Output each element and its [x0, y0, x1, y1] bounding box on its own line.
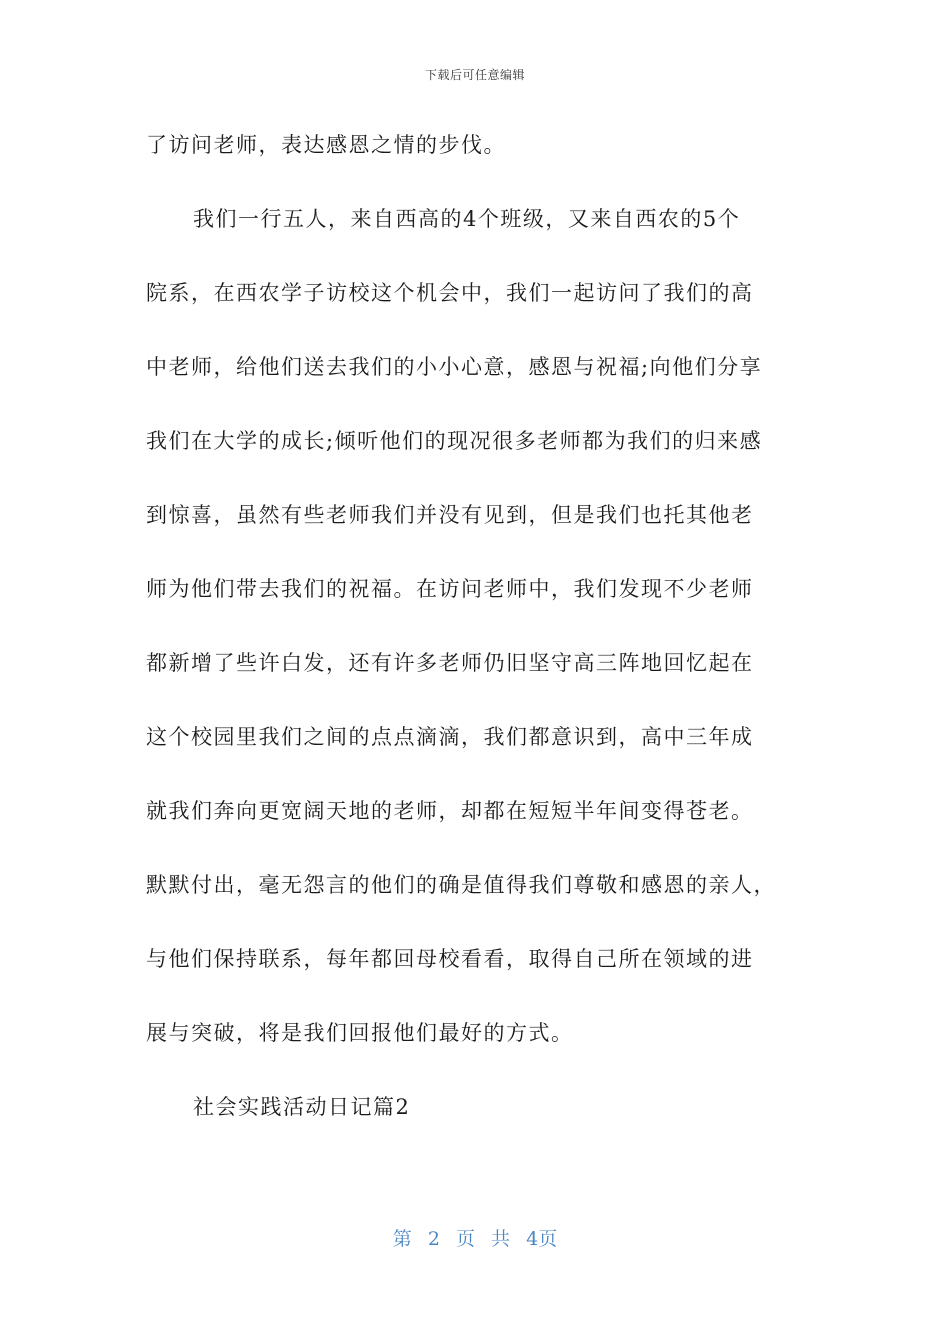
document-body	[146, 122, 816, 1158]
body-line: 我们在大学的成长;倾听他们的现况很多老师都为我们的归来感	[146, 429, 763, 453]
body-line: 了访问老师，表达感恩之情的步伐。	[146, 133, 506, 157]
footer-gong: 共	[491, 1228, 511, 1250]
body-line: 中老师，给他们送去我们的小小心意，感恩与祝福;向他们分享	[146, 355, 763, 379]
body-line: 默默付出，毫无怨言的他们的确是值得我们尊敬和感恩的亲人，	[146, 873, 776, 897]
body-line: 这个校园里我们之间的点点滴滴，我们都意识到，高中三年成	[146, 725, 754, 749]
body-line: 我们一行五人，来自西高的4个班级，又来自西农的5个	[193, 207, 741, 231]
footer-ye: 页	[455, 1228, 475, 1250]
body-line: 展与突破，将是我们回报他们最好的方式。	[146, 1021, 574, 1045]
body-line: 师为他们带去我们的祝福。在访问老师中，我们发现不少老师	[146, 577, 754, 601]
footer-di: 第	[392, 1228, 412, 1250]
footer-current-page: 2	[427, 1228, 440, 1250]
body-line: 院系，在西农学子访校这个机会中，我们一起访问了我们的高	[146, 281, 754, 305]
page-footer	[0, 1224, 950, 1251]
page-header-note: 下载后可任意编辑	[424, 68, 525, 82]
section-heading: 社会实践活动日记篇2	[193, 1095, 411, 1119]
body-line: 与他们保持联系，每年都回母校看看，取得自己所在领域的进	[146, 947, 754, 971]
body-line: 都新增了些许白发，还有许多老师仍旧坚守高三阵地回忆起在	[146, 651, 754, 675]
footer-total-pages: 4页	[526, 1228, 558, 1250]
body-line: 就我们奔向更宽阔天地的老师，却都在短短半年间变得苍老。	[146, 799, 754, 823]
body-line: 到惊喜，虽然有些老师我们并没有见到，但是我们也托其他老	[146, 503, 754, 527]
